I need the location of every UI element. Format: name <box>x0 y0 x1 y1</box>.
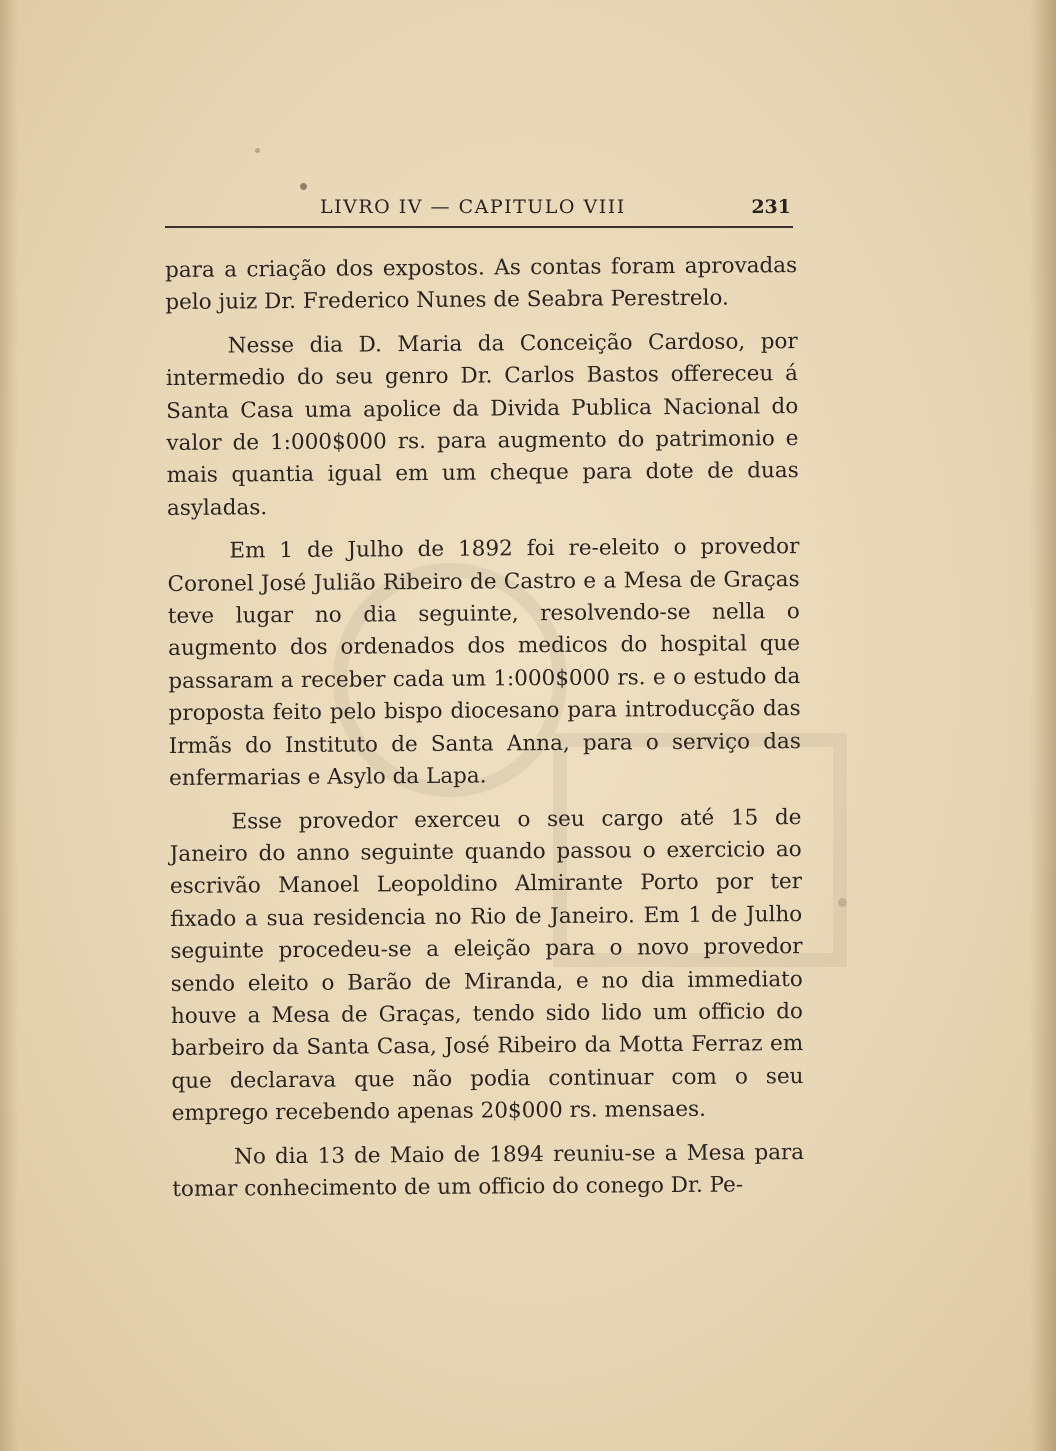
page-left-edge-shadow <box>0 0 18 1451</box>
page-right-edge-shadow <box>1030 0 1056 1451</box>
ink-speck <box>255 148 260 153</box>
header-title: LIVRO IV — CAPITULO VIII <box>320 196 626 218</box>
ink-speck <box>300 183 307 190</box>
paragraph: Esse provedor exerceu o seu cargo até 15 de Janeiro do anno seguinte quando passou o exercicio ao escrivão Manoel Leopoldino Almirante Porto por ter fixado a sua residencia no Rio de Janeiro. Em 1 de Julho seguinte procedeu-se a eleição para o novo provedor sendo eleito o Barão de Miranda, e no dia immediato houve a Mesa de Graças, tendo sido lido um officio do barbeiro da Santa Casa, José Ribeiro da Motta Ferraz em que declarava que não podia continuar com o seu emprego recebendo apenas 20$000 rs. mensaes. <box>169 804 804 1127</box>
paragraph: No dia 13 de Maio de 1894 reuniu-se a Mesa para tomar conhecimento de um officio do conego Dr. Pe- <box>172 1139 805 1202</box>
running-header <box>165 192 793 228</box>
body-text <box>165 250 805 1217</box>
paragraph: Em 1 de Julho de 1892 foi re-eleito o provedor Coronel José Julião Ribeiro de Castro e a Mesa de Graças teve lugar no dia seguinte, resolvendo-se nella o augmento dos ordenados dos medicos do hospital que passaram a receber cada um 1:000$000 rs. e o estudo da proposta feito pelo bispo diocesano para introducção das Irmãs do Instituto de Santa Anna, para o serviço das enfermarias e Asylo da Lapa. <box>167 534 801 792</box>
paragraph: para a criação dos expostos. As contas foram aprovadas pelo juiz Dr. Frederico Nunes de Seabra Perestrelo. <box>165 253 798 316</box>
paragraph: Nesse dia D. Maria da Conceição Cardoso, por intermedio do seu genro Dr. Carlos Bastos offereceu á Santa Casa uma apolice da Divida Publica Nacional do valor de 1:000$000 rs. para augmento do patrimonio e mais quantia igual em um cheque para dote de duas asyladas. <box>165 328 799 521</box>
page-number: 231 <box>751 196 791 218</box>
